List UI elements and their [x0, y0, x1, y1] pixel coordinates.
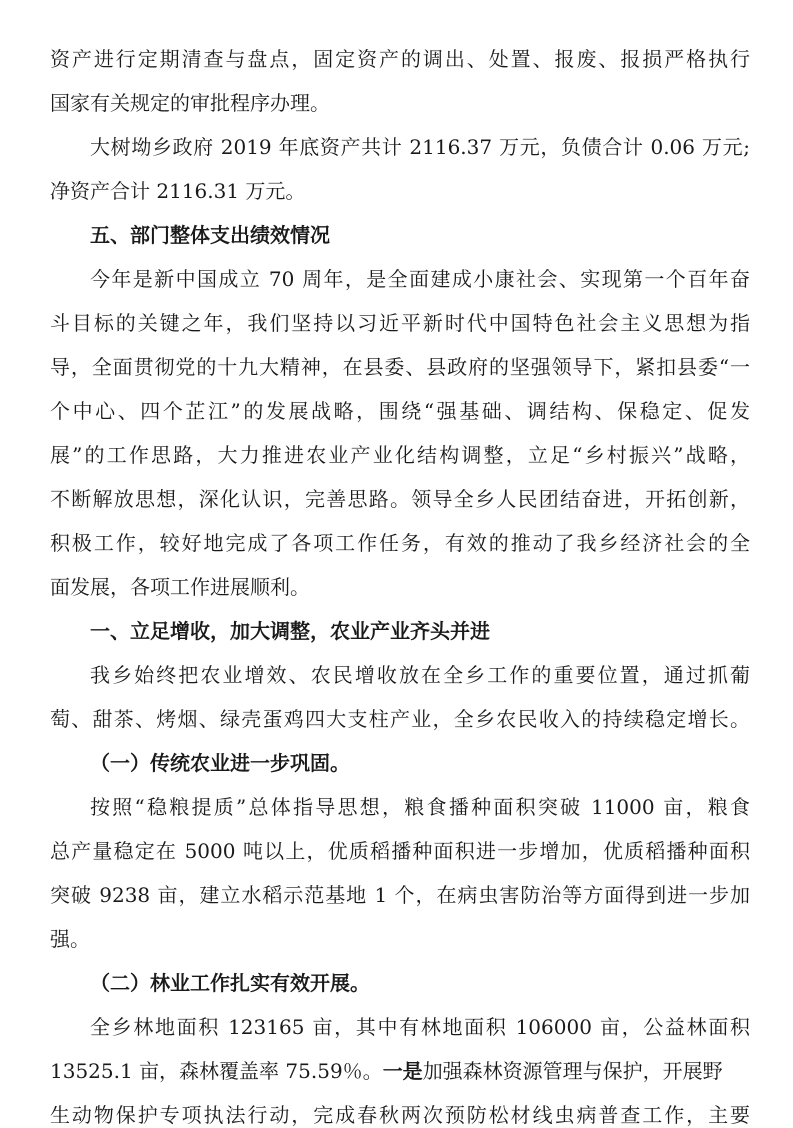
- emphasis-text: 一是: [382, 1059, 423, 1083]
- paragraph-line: 个中心、四个芷江”的发展战略，围绕“强基础、调结构、保稳定、促发: [50, 399, 750, 423]
- paragraph-line: 国家有关规定的审批程序办理。: [50, 91, 330, 115]
- paragraph-line: 我乡始终把农业增效、农民增收放在全乡工作的重要位置，通过抓葡: [90, 663, 750, 687]
- paragraph-line: 导，全面贯彻党的十九大精神，在县委、县政府的坚强领导下，紧扣县委“一: [50, 355, 750, 379]
- paragraph-line: 净资产合计 2116.31 万元。: [50, 179, 306, 203]
- paragraph-line: 按照“稳粮提质”总体指导思想，粮食播种面积突破 11000 亩，粮食: [90, 795, 750, 819]
- paragraph-line: 大树坳乡政府 2019 年底资产共计 2116.37 万元，负债合计 0.06 万元;: [90, 135, 750, 159]
- paragraph-line: [50, 1058, 750, 1084]
- paragraph-line: 总产量稳定在 5000 吨以上，优质稻播种面积进一步增加，优质稻播种面积: [50, 839, 750, 863]
- paragraph-line: 面发展，各项工作进展顺利。: [50, 575, 310, 599]
- paragraph-line: 突破 9238 亩，建立水稻示范基地 1 个，在病虫害防治等方面得到进一步加: [50, 883, 750, 907]
- paragraph-line: 生动物保护专项执法行动，完成春秋两次预防松材线虫病普查工作，主要: [50, 1103, 750, 1127]
- paragraph-line: 萄、甜茶、烤烟、绿壳蛋鸡四大支柱产业，全乡农民收入的持续稳定增长。: [50, 707, 750, 731]
- paragraph-line: 今年是新中国成立 70 周年，是全面建成小康社会、实现第一个百年奋: [90, 267, 750, 291]
- text-run: 加强森林资源管理与保护，开展野: [422, 1059, 723, 1083]
- paragraph-line: 展”的工作思路，大力推进农业产业化结构调整，立足“乡村振兴”战略，: [50, 443, 750, 467]
- subsection-heading: （一）传统农业进一步巩固。: [90, 751, 350, 775]
- paragraph-line: 资产进行定期清查与盘点，固定资产的调出、处置、报废、报损严格执行: [50, 47, 750, 71]
- paragraph-line: 斗目标的关键之年，我们坚持以习近平新时代中国特色社会主义思想为指: [50, 311, 750, 335]
- paragraph-line: 全乡林地面积 123165 亩，其中有林地面积 106000 亩，公益林面积: [90, 1015, 750, 1039]
- paragraph-line: 强。: [50, 927, 90, 951]
- section-heading: 一、立足增收，加大调整，农业产业齐头并进: [90, 619, 490, 643]
- paragraph-line: 不断解放思想，深化认识，完善思路。领导全乡人民团结奋进，开拓创新，: [50, 487, 750, 511]
- text-run: 13525.1 亩，森林覆盖率 75.59％。: [50, 1059, 383, 1083]
- subsection-heading: （二）林业工作扎实有效开展。: [90, 971, 370, 995]
- section-heading: 五、部门整体支出绩效情况: [90, 223, 330, 247]
- paragraph-line: 积极工作，较好地完成了各项工作任务，有效的推动了我乡经济社会的全: [50, 531, 750, 555]
